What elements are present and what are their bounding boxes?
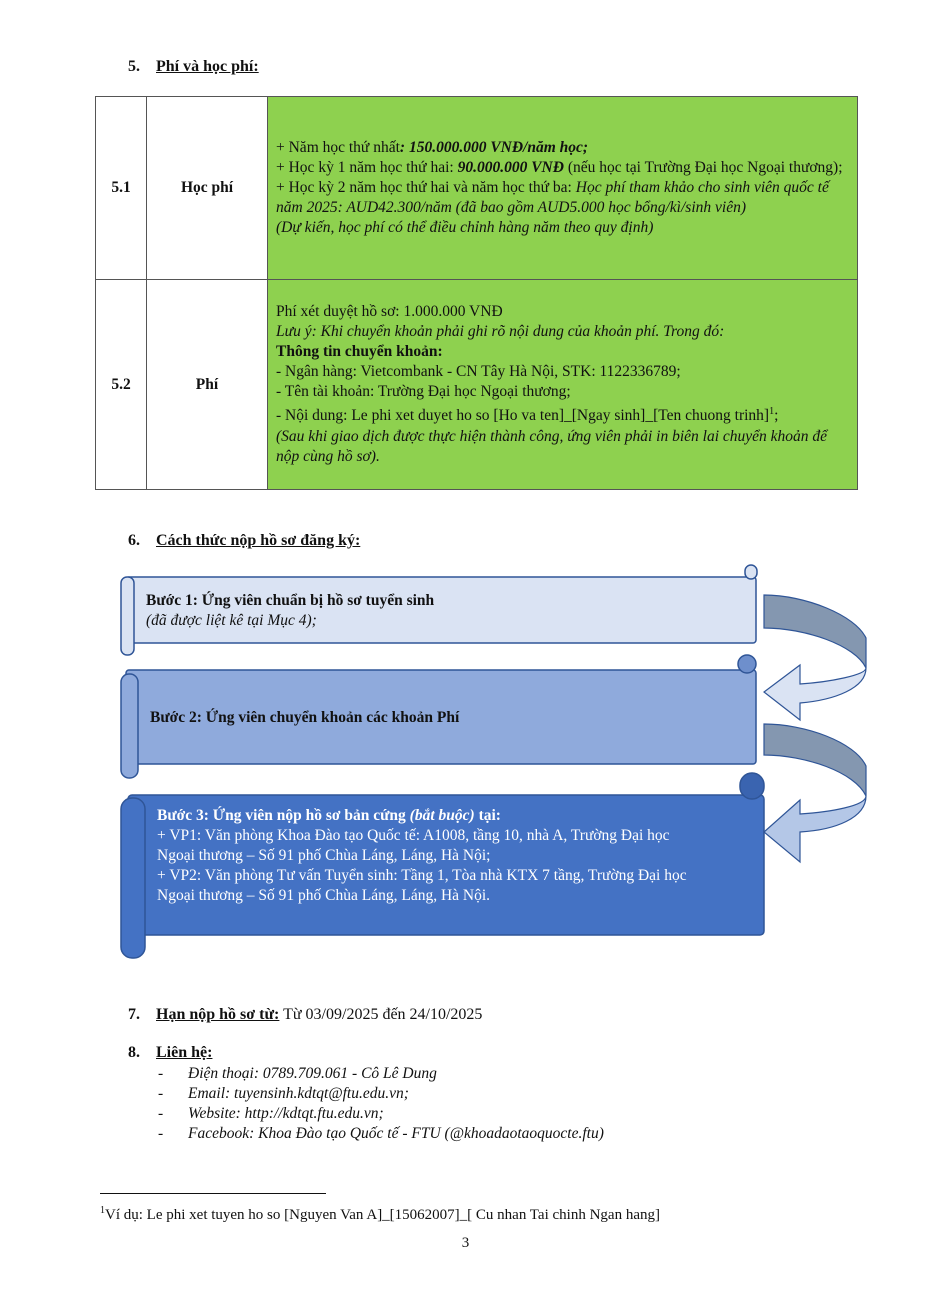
step-1-sub: (đã được liệt kê tại Mục 4); <box>146 612 317 629</box>
row-number: 5.1 <box>96 97 147 280</box>
text: tại: <box>474 807 501 824</box>
fee-note: Lưu ý: Khi chuyển khoản phải ghi rõ nội dung của khoản phí. Trong đó: <box>276 323 725 341</box>
step-1-title: Bước 1: Ứng viên chuẩn bị hồ sơ tuyển sinh <box>146 592 435 609</box>
section-7 <box>128 1006 482 1024</box>
step-2-title: Bước 2: Ứng viên chuyển khoản các khoản Phí <box>150 709 460 726</box>
phone-text: Điện thoại: 0789.709.061 - Cô Lê Dung <box>188 1065 437 1082</box>
row-label: Học phí <box>147 97 268 280</box>
bullet: - <box>158 1105 164 1122</box>
step-3-text <box>157 806 747 906</box>
text: Học phí tham khảo cho sinh viên quốc tế năm 2025: AUD42.300/năm (đã bao gồm AUD5.000 học bổng/kì/sinh viên) <box>276 179 829 216</box>
text: 90.000.000 VNĐ <box>457 159 564 176</box>
account-name-line: - Tên tài khoản: Trường Đại học Ngoại thương; <box>276 383 571 401</box>
tuition-note: (Dự kiến, học phí có thể điều chỉnh hàng năm theo quy định) <box>276 219 654 236</box>
section-number: 7. <box>128 1006 140 1023</box>
bullet: - <box>158 1125 164 1142</box>
text: (nếu học tại Trường Đại học Ngoại thương); <box>563 159 843 176</box>
footnote <box>100 1205 660 1224</box>
list-item <box>158 1124 604 1144</box>
section-title: Hạn nộp hồ sơ từ: <box>156 1006 280 1023</box>
receipt-note: (Sau khi giao dịch được thực hiện thành công, ứng viên phải in biên lai chuyển khoản để nộp cùng hồ sơ). <box>276 427 828 465</box>
section-number: 6. <box>128 532 140 549</box>
bullet: - <box>158 1085 164 1102</box>
deadline-value: Từ 03/09/2025 đến 24/10/2025 <box>279 1006 483 1023</box>
text: + Năm học thứ nhất <box>276 139 400 156</box>
transfer-info-heading: Thông tin chuyển khoản: <box>276 343 443 361</box>
text: (bắt buộc) <box>409 807 475 824</box>
bank-line: - Ngân hàng: Vietcombank - CN Tây Hà Nội, STK: 1122336789; <box>276 363 681 381</box>
website-link[interactable]: Website: http://kdtqt.ftu.edu.vn; <box>188 1105 384 1122</box>
list-item <box>158 1084 604 1104</box>
footnote-divider <box>100 1193 326 1194</box>
step-1-text <box>146 591 736 631</box>
facebook-link[interactable]: Facebook: Khoa Đào tạo Quốc tế - FTU (@khoadaotaoquocte.ftu) <box>188 1125 604 1142</box>
text: ; <box>774 407 779 425</box>
bullet: - <box>158 1065 164 1082</box>
vp2-line: Ngoại thương – Số 91 phố Chùa Láng, Láng, Hà Nội. <box>157 887 491 904</box>
list-item <box>158 1064 604 1084</box>
contact-list <box>158 1064 604 1144</box>
row-label: Phí <box>147 280 268 490</box>
curved-arrow-icon <box>764 595 866 720</box>
section-title: Cách thức nộp hồ sơ đăng ký: <box>156 532 361 549</box>
section-number: 8. <box>128 1044 140 1061</box>
list-item <box>158 1104 604 1124</box>
footnote-mark: 1 <box>100 1205 105 1216</box>
section-number: 5. <box>128 58 140 75</box>
page-number: 3 <box>461 1235 470 1251</box>
vp2-line: + VP2: Văn phòng Tư vấn Tuyển sinh: Tầng 1, Tòa nhà KTX 7 tầng, Trường Đại học <box>157 867 687 884</box>
section-title: Phí và học phí: <box>156 58 259 75</box>
vp1-line: + VP1: Văn phòng Khoa Đào tạo Quốc tế: A1008, tầng 10, nhà A, Trường Đại học <box>157 827 670 844</box>
step-3-title <box>157 806 747 826</box>
text: - Nội dung: Le phi xet duyet ho so [Ho va ten]_[Ngay sinh]_[Ten chuong trinh] <box>276 407 770 425</box>
footnote-text: Ví dụ: Le phi xet tuyen ho so [Nguyen Van A]_[15062007]_[ Cu nhan Tai chinh Ngan hang] <box>105 1207 660 1223</box>
curved-arrow-icon <box>764 724 866 862</box>
row-number: 5.2 <box>96 280 147 490</box>
footnote-ref[interactable]: 1 <box>769 406 775 418</box>
text: + Học kỳ 1 năm học thứ hai: <box>276 159 458 176</box>
section-8-heading <box>128 1044 212 1062</box>
fee-line: Phí xét duyệt hồ sơ: 1.000.000 VNĐ <box>276 303 503 321</box>
email-link[interactable]: Email: tuyensinh.kdtqt@ftu.edu.vn; <box>188 1085 409 1102</box>
text: + Học kỳ 2 năm học thứ hai và năm học thứ ba: <box>276 179 576 196</box>
vp1-line: Ngoại thương – Số 91 phố Chùa Láng, Láng, Hà Nội; <box>157 847 491 864</box>
text: Bước 3: Ứng viên nộp hồ sơ bản cứng <box>157 807 410 824</box>
text: : 150.000.000 VNĐ/năm học; <box>399 139 589 156</box>
section-title: Liên hệ: <box>156 1044 213 1061</box>
